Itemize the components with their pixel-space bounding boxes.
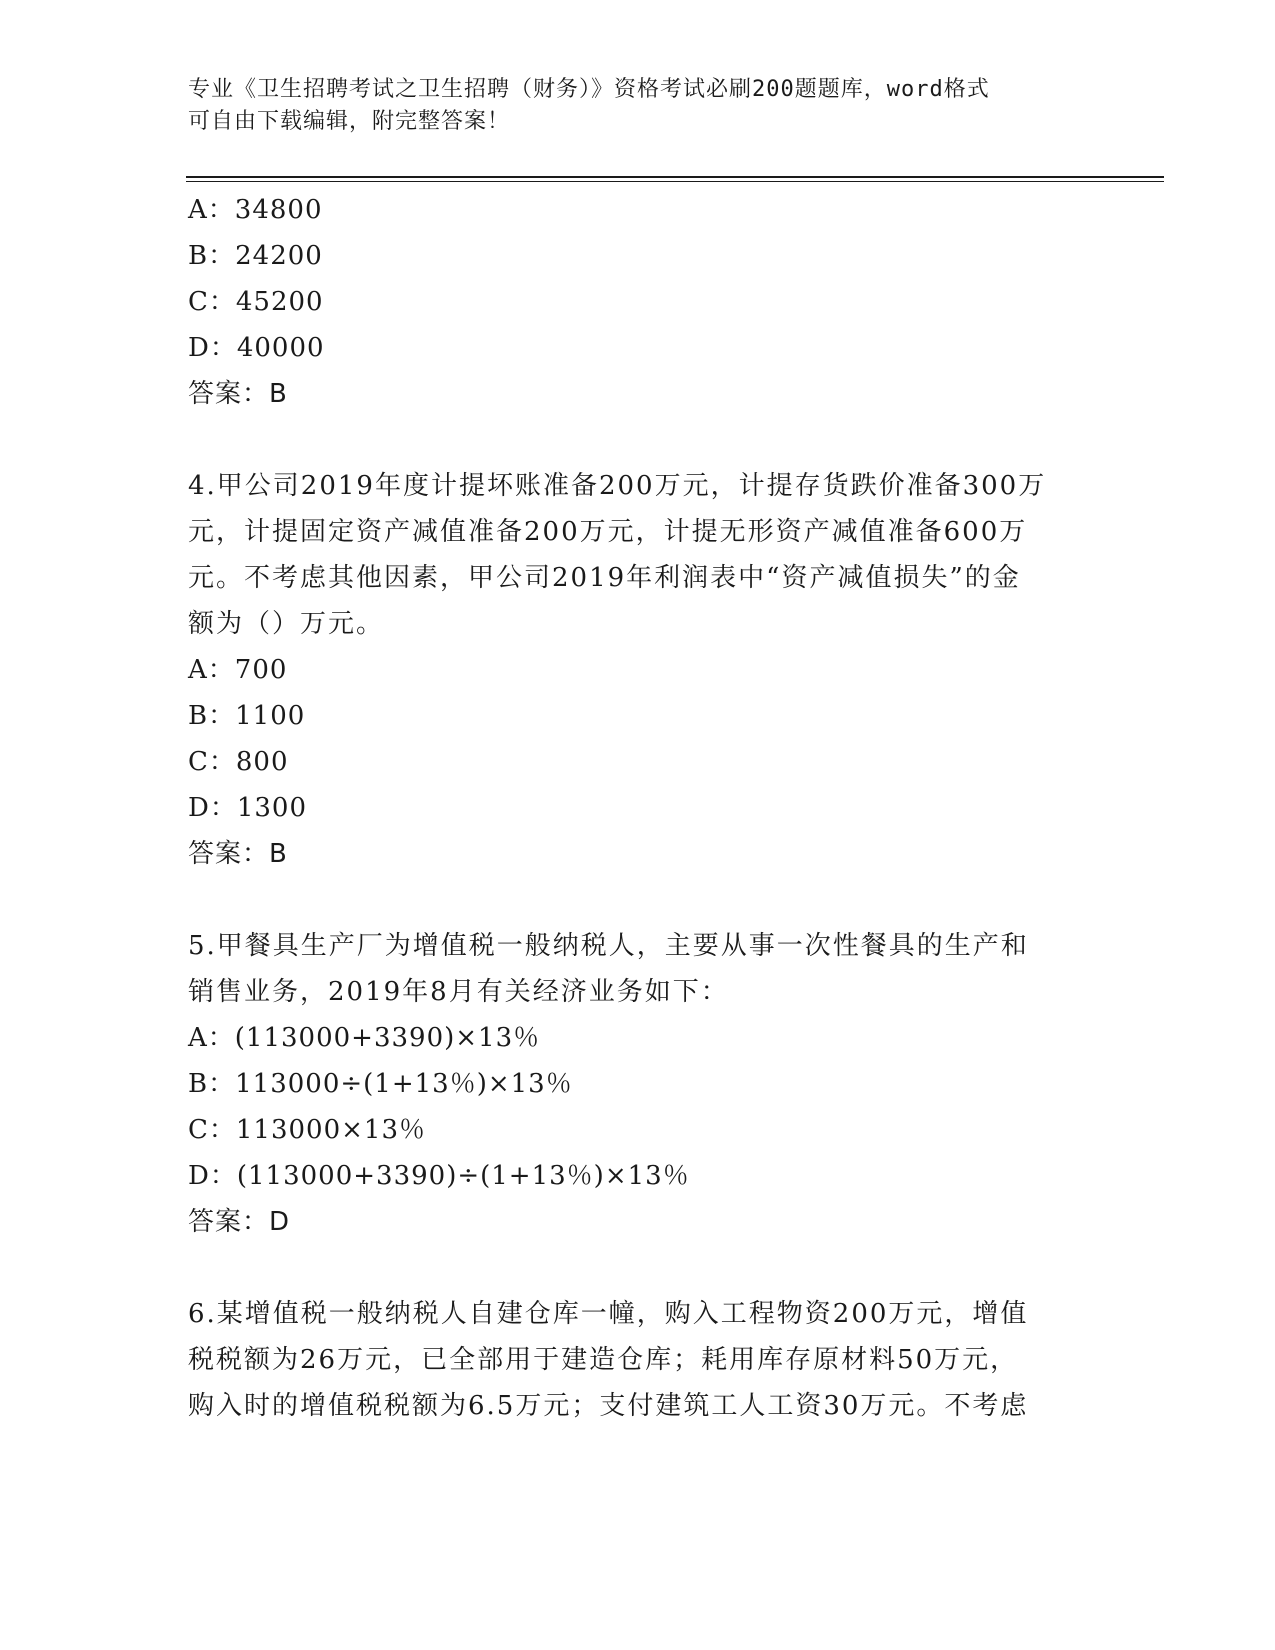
option-b: B：1100	[188, 701, 306, 731]
question-3-options	[188, 187, 1088, 417]
option-c: C：800	[188, 747, 289, 777]
option-c: C：113000×13％	[188, 1115, 427, 1145]
spacer	[188, 877, 1088, 923]
option-a: A：34800	[188, 195, 323, 225]
answer-line: 答案：B	[188, 379, 288, 409]
spacer	[188, 417, 1088, 463]
option-d: D：40000	[188, 333, 325, 363]
question-text-line: 购入时的增值税税额为6.5万元；支付建筑工人工资30万元。不考虑	[188, 1391, 1029, 1421]
question-text-line: 元。不考虑其他因素，甲公司2019年利润表中“资产减值损失”的金	[188, 563, 1021, 593]
question-text-line: 税税额为26万元，已全部用于建造仓库；耗用库存原材料50万元，	[188, 1345, 1019, 1375]
question-text-line: 元，计提固定资产减值准备200万元，计提无形资产减值准备600万	[188, 517, 1028, 547]
option-a: A：700	[188, 655, 288, 685]
question-text-line: 5.甲餐具生产厂为增值税一般纳税人，主要从事一次性餐具的生产和	[188, 931, 1029, 961]
question-text-line: 4.甲公司2019年度计提坏账准备200万元，计提存货跌价准备300万	[188, 471, 1047, 501]
option-c: C：45200	[188, 287, 324, 317]
question-6	[188, 1291, 1088, 1429]
question-4	[188, 463, 1088, 877]
header-line-1: 专业《卫生招聘考试之卫生招聘（财务）》资格考试必刷200题题库，word格式	[188, 77, 990, 102]
answer-line: 答案：D	[188, 1207, 291, 1237]
question-text-line: 6.某增值税一般纳税人自建仓库一幢，购入工程物资200万元，增值	[188, 1299, 1029, 1329]
question-text-line: 销售业务，2019年8月有关经济业务如下：	[188, 977, 729, 1007]
option-a: A：(113000+3390)×13％	[188, 1023, 541, 1053]
document-header	[188, 74, 1068, 138]
answer-line: 答案：B	[188, 839, 288, 869]
header-divider-thick	[186, 176, 1164, 178]
question-content	[188, 187, 1088, 1429]
spacer	[188, 1245, 1088, 1291]
header-line-2: 可自由下载编辑，附完整答案！	[188, 109, 511, 134]
option-b: B：113000÷(1+13％)×13％	[188, 1069, 573, 1099]
option-d: D：1300	[188, 793, 308, 823]
option-d: D：(113000+3390)÷(1+13％)×13％	[188, 1161, 690, 1191]
option-b: B：24200	[188, 241, 323, 271]
question-5	[188, 923, 1088, 1245]
question-text-line: 额为（）万元。	[188, 609, 385, 639]
header-divider-thin	[186, 181, 1164, 182]
